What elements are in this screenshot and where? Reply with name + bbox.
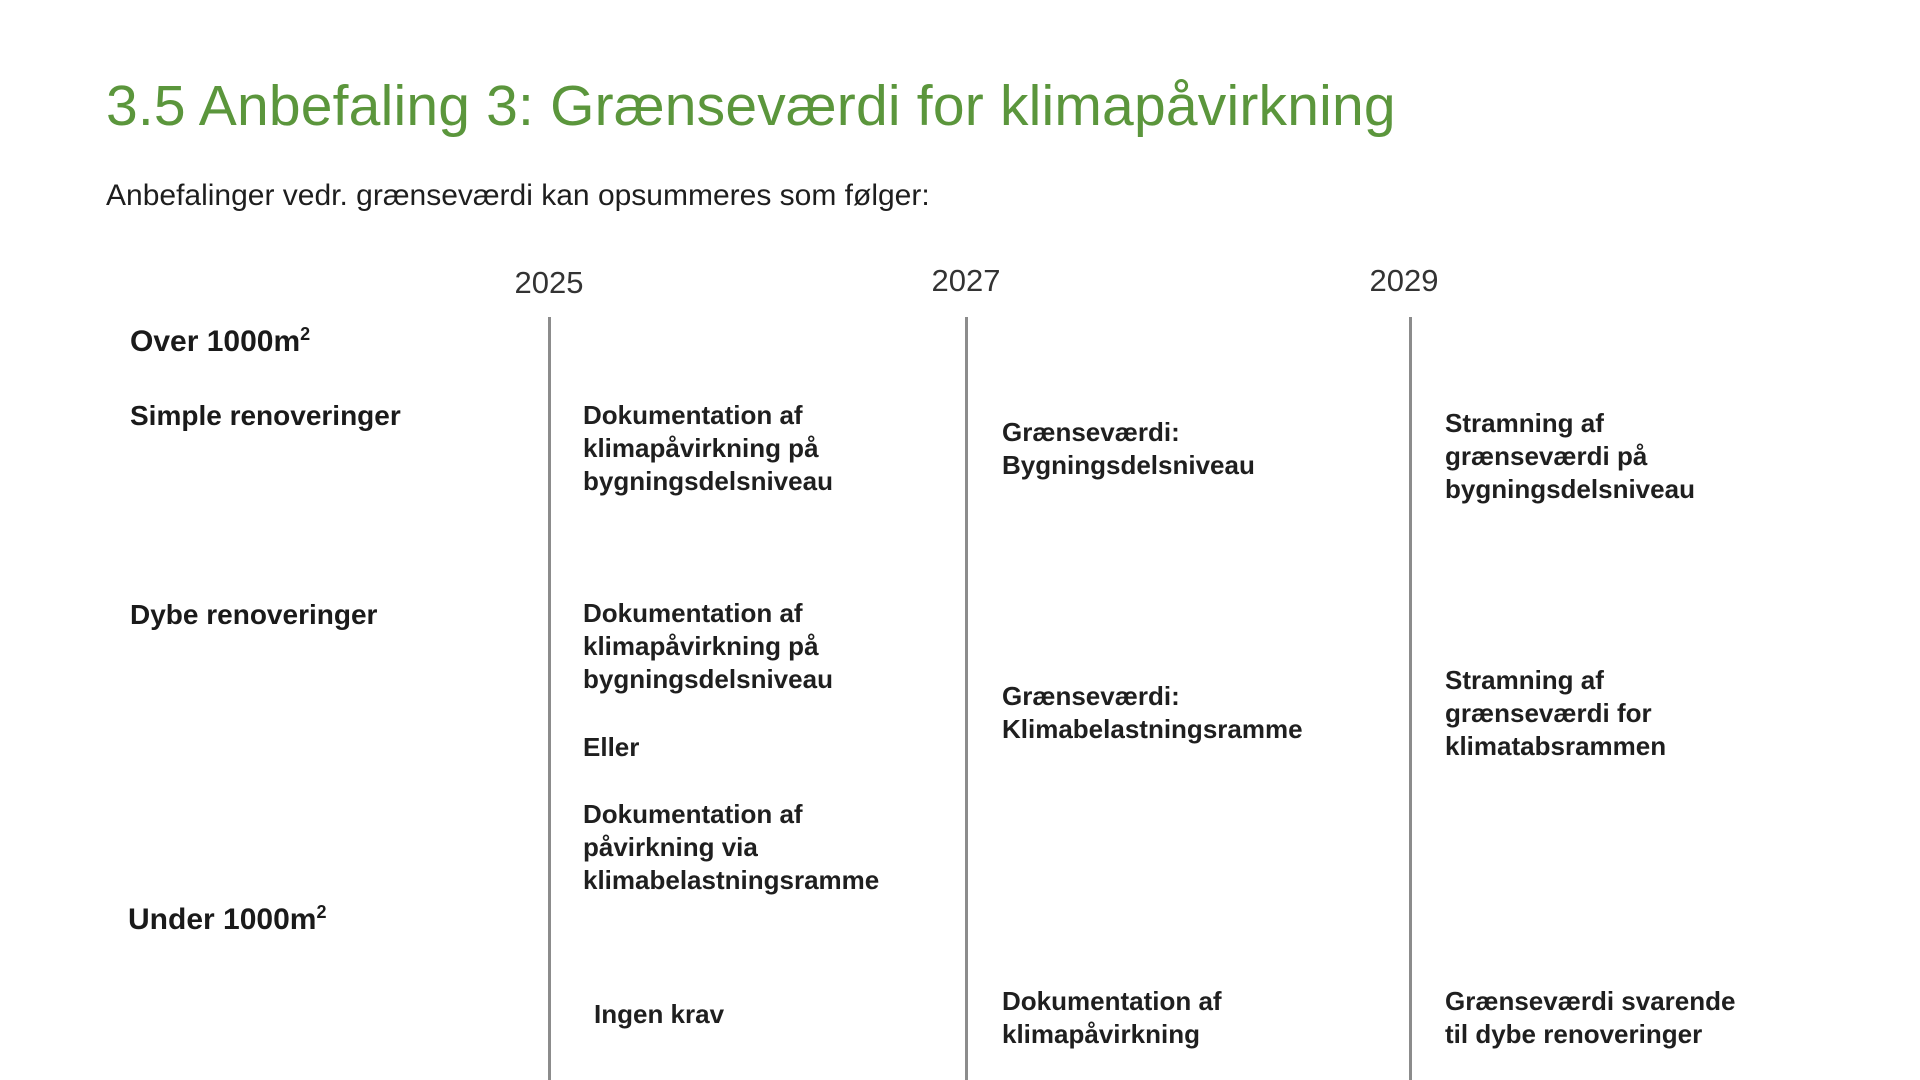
cell-deep-2025-or: Eller xyxy=(583,732,640,762)
page-title: 3.5 Anbefaling 3: Grænseværdi for klimapåvirkning xyxy=(106,74,1396,138)
cell-deep-2029: Stramning af grænseværdi for klimatabsrammen xyxy=(1445,665,1667,761)
section-label-under-1000-text: Under 1000m xyxy=(128,903,317,936)
section-label-under-1000-superscript: 2 xyxy=(316,902,327,922)
section-label-over-1000 xyxy=(130,324,310,360)
section-label-over-1000-text: Over 1000m xyxy=(130,325,301,358)
timeline-line-2029 xyxy=(1409,317,1412,1080)
timeline-line-2025 xyxy=(548,317,551,1080)
cell-deep-2025-option-a: Dokumentation af klimapåvirkning på bygningsdelsniveau xyxy=(583,598,833,694)
cell-simple-2027: Grænseværdi: Bygningsdelsniveau xyxy=(1002,417,1255,480)
cell-small-2027: Dokumentation af klimapåvirkning xyxy=(1002,986,1222,1049)
cell-simple-2029: Stramning af grænseværdi på bygningsdelsniveau xyxy=(1445,408,1695,504)
row-label-simple-renovations: Simple renoveringer xyxy=(130,400,401,431)
cell-simple-2025: Dokumentation af klimapåvirkning på bygningsdelsniveau xyxy=(583,400,833,496)
cell-small-2025: Ingen krav xyxy=(594,999,725,1029)
year-2027-label: 2027 xyxy=(931,263,1001,298)
cell-small-2029: Grænseværdi svarende til dybe renoveringer xyxy=(1445,986,1736,1049)
section-label-under-1000 xyxy=(128,902,326,938)
cell-deep-2025-option-b: Dokumentation af påvirkning via klimabelastningsramme xyxy=(583,799,880,895)
timeline-line-2027 xyxy=(965,317,968,1080)
section-label-over-1000-superscript: 2 xyxy=(300,324,311,344)
page-subtitle: Anbefalinger vedr. grænseværdi kan opsummeres som følger: xyxy=(106,179,930,212)
year-2025-label: 2025 xyxy=(514,265,584,300)
year-2029-label: 2029 xyxy=(1369,263,1439,298)
cell-deep-2027: Grænseværdi: Klimabelastningsramme xyxy=(1002,681,1303,744)
row-label-deep-renovations: Dybe renoveringer xyxy=(130,599,378,630)
